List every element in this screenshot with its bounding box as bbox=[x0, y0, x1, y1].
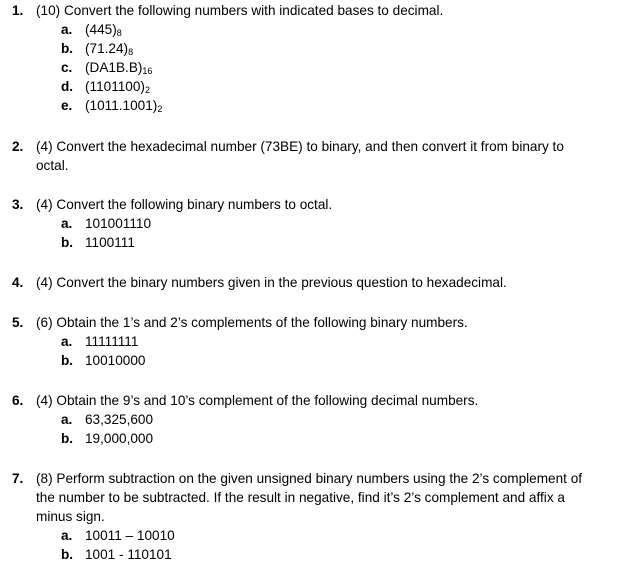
sub-item-a bbox=[61, 20, 630, 39]
question-text-line-1: (8) Perform subtraction on the given unsigned binary numbers using the 2’s complement of bbox=[36, 471, 583, 486]
base-subscript: 2 bbox=[144, 85, 150, 95]
sub-item-letter: a. bbox=[61, 216, 73, 231]
question-number: 4. bbox=[12, 275, 24, 290]
question-text-line-3: minus sign. bbox=[36, 509, 105, 524]
sub-item-value: 10011 – 10010 bbox=[85, 528, 175, 543]
base-subscript: 16 bbox=[142, 66, 153, 76]
number-value: (DA1B.B) bbox=[85, 60, 143, 75]
sub-item-letter: d. bbox=[61, 79, 74, 94]
question-text-line-2: octal. bbox=[36, 158, 69, 173]
question-number: 7. bbox=[12, 471, 24, 486]
number-value: (445) bbox=[85, 22, 117, 37]
sub-item-value: 10010000 bbox=[85, 353, 146, 368]
base-subscript: 8 bbox=[128, 47, 134, 57]
question-7 bbox=[12, 469, 630, 564]
question-text: (4) Obtain the 9’s and 10’s complement of the following decimal numbers. bbox=[36, 393, 479, 408]
question-number: 6. bbox=[12, 393, 24, 408]
question-1 bbox=[12, 1, 630, 115]
sub-item-letter: e. bbox=[61, 98, 73, 113]
question-number: 1. bbox=[12, 3, 24, 18]
question-text-line-1: (4) Convert the hexadecimal number (73BE) to binary, and then convert it from binary to bbox=[36, 139, 564, 154]
sub-item-value: 19,000,000 bbox=[85, 431, 154, 446]
question-text: (10) Convert the following numbers with indicated bases to decimal. bbox=[36, 3, 444, 18]
sub-item-d bbox=[61, 77, 630, 96]
sub-item-value bbox=[85, 96, 162, 119]
question-number: 5. bbox=[12, 315, 24, 330]
question-number: 2. bbox=[12, 139, 24, 154]
question-3 bbox=[12, 195, 630, 252]
sub-item-letter: c. bbox=[61, 60, 73, 75]
sub-item-c bbox=[61, 58, 630, 77]
question-text-line-2: the number to be subtracted. If the result in negative, find it’s 2’s complement and affix a bbox=[36, 490, 565, 505]
sub-item-a bbox=[61, 526, 630, 545]
question-text: (4) Convert the following binary numbers to octal. bbox=[36, 197, 333, 212]
question-6 bbox=[12, 391, 630, 448]
sub-item-letter: a. bbox=[61, 412, 73, 427]
sub-item-letter: b. bbox=[61, 431, 74, 446]
sub-item-letter: a. bbox=[61, 528, 73, 543]
number-value: (1101100) bbox=[85, 79, 145, 94]
sub-item-value: 1100111 bbox=[85, 235, 135, 250]
sub-item-e bbox=[61, 96, 630, 115]
sub-item-letter: a. bbox=[61, 334, 73, 349]
sub-item-letter: b. bbox=[61, 547, 74, 562]
sub-item-value: 101001110 bbox=[85, 216, 152, 231]
number-value: (1011.1001) bbox=[85, 98, 158, 113]
sub-item-letter: b. bbox=[61, 41, 74, 56]
sub-item-letter: a. bbox=[61, 22, 73, 37]
question-5 bbox=[12, 313, 630, 370]
sub-item-letter: b. bbox=[61, 235, 74, 250]
sub-item-value: 1001 - 110101 bbox=[85, 547, 172, 562]
sub-item-value: 11111111 bbox=[85, 334, 139, 349]
question-number: 3. bbox=[12, 197, 24, 212]
question-2 bbox=[12, 137, 630, 175]
number-value: (71.24) bbox=[85, 41, 129, 56]
question-text: (4) Convert the binary numbers given in the previous question to hexadecimal. bbox=[36, 275, 507, 290]
sub-item-b bbox=[61, 39, 630, 58]
sub-item-a bbox=[61, 410, 630, 429]
sub-item-b bbox=[61, 429, 630, 448]
sub-item-b bbox=[61, 233, 630, 252]
sub-item-value: 63,325,600 bbox=[85, 412, 154, 427]
question-text: (6) Obtain the 1’s and 2’s complements of the following binary numbers. bbox=[36, 315, 468, 330]
sub-item-a bbox=[61, 332, 630, 351]
base-subscript: 2 bbox=[157, 104, 163, 114]
sub-item-b bbox=[61, 351, 630, 370]
question-4 bbox=[12, 273, 630, 292]
base-subscript: 8 bbox=[116, 28, 122, 38]
sub-item-b bbox=[61, 545, 630, 564]
sub-item-a bbox=[61, 214, 630, 233]
sub-item-letter: b. bbox=[61, 353, 74, 368]
